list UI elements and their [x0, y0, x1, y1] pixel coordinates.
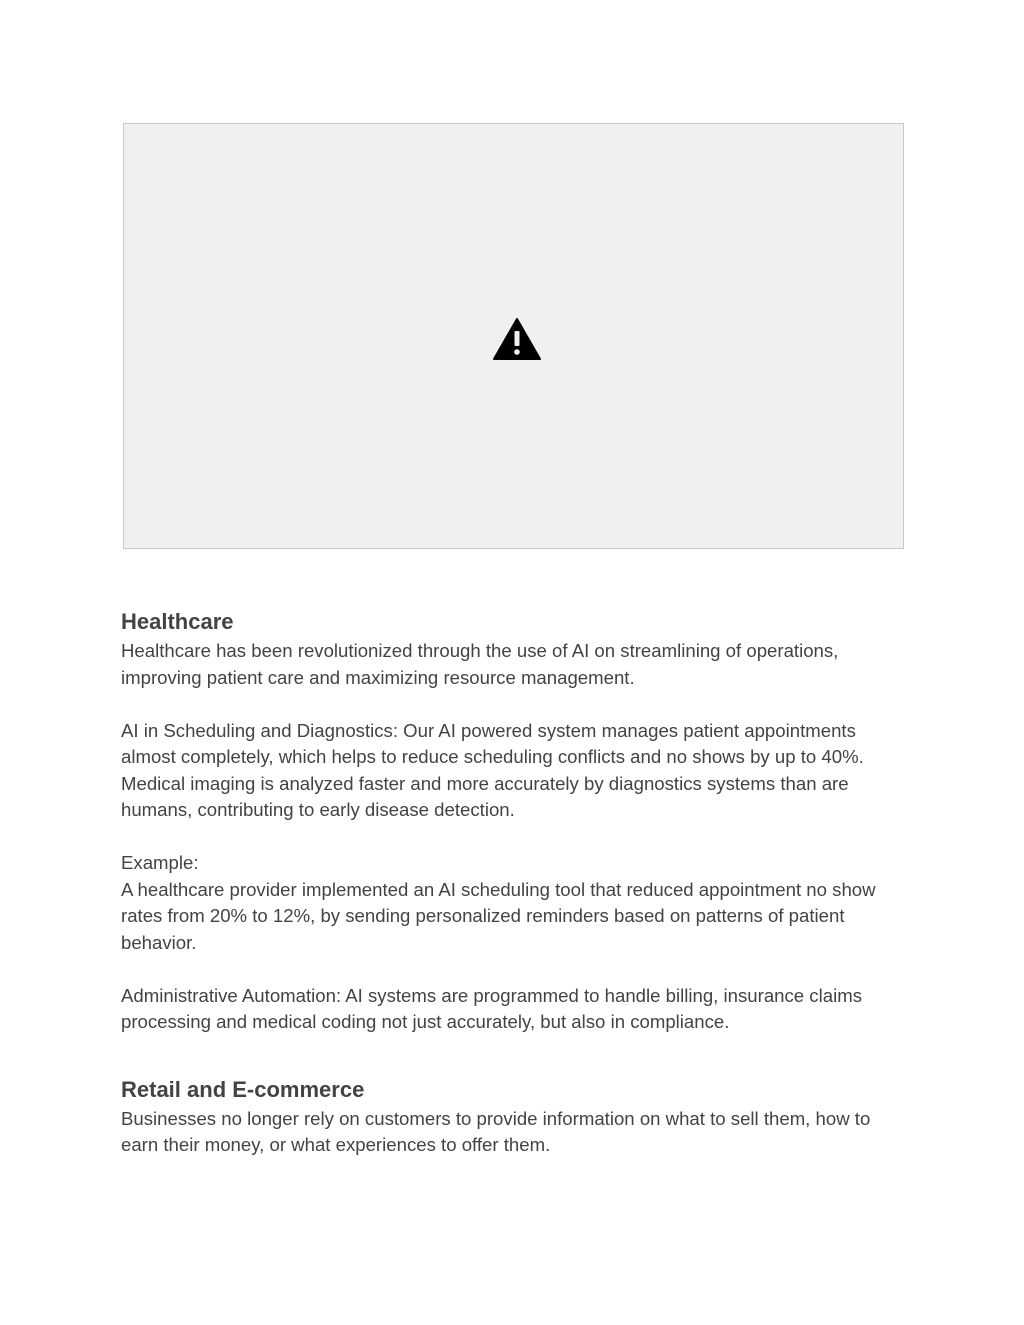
document-body: [121, 606, 911, 1159]
broken-image-placeholder: [123, 123, 904, 549]
healthcare-scheduling-paragraph: AI in Scheduling and Diagnostics: Our AI powered system manages patient appointments almost completely, which helps to reduce scheduling conflicts and no shows by up to 40%. Medical imaging is analyzed faster and more accurately by diagnostics systems than are humans, contributing to early disease detection.: [121, 719, 864, 820]
example-text: A healthcare provider implemented an AI scheduling tool that reduced appointment no show rates from 20% to 12%, by sending personalized reminders based on patterns of patient behavior.: [121, 878, 876, 953]
retail-intro: Businesses no longer rely on customers to provide information on what to sell them, how to earn their money, or what experiences to offer them.: [121, 1107, 871, 1155]
warning-icon: [493, 318, 541, 360]
example-label: Example:: [121, 852, 199, 873]
healthcare-admin-paragraph: Administrative Automation: AI systems are programmed to handle billing, insurance claims processing and medical coding not just accurately, but also in compliance.: [121, 984, 862, 1032]
section-heading-retail: Retail and E-commerce: [121, 1076, 365, 1102]
section-heading-healthcare: Healthcare: [121, 609, 234, 634]
healthcare-intro: Healthcare has been revolutionized through the use of AI on streamlining of operations, improving patient care and maximizing resource management.: [121, 640, 839, 688]
